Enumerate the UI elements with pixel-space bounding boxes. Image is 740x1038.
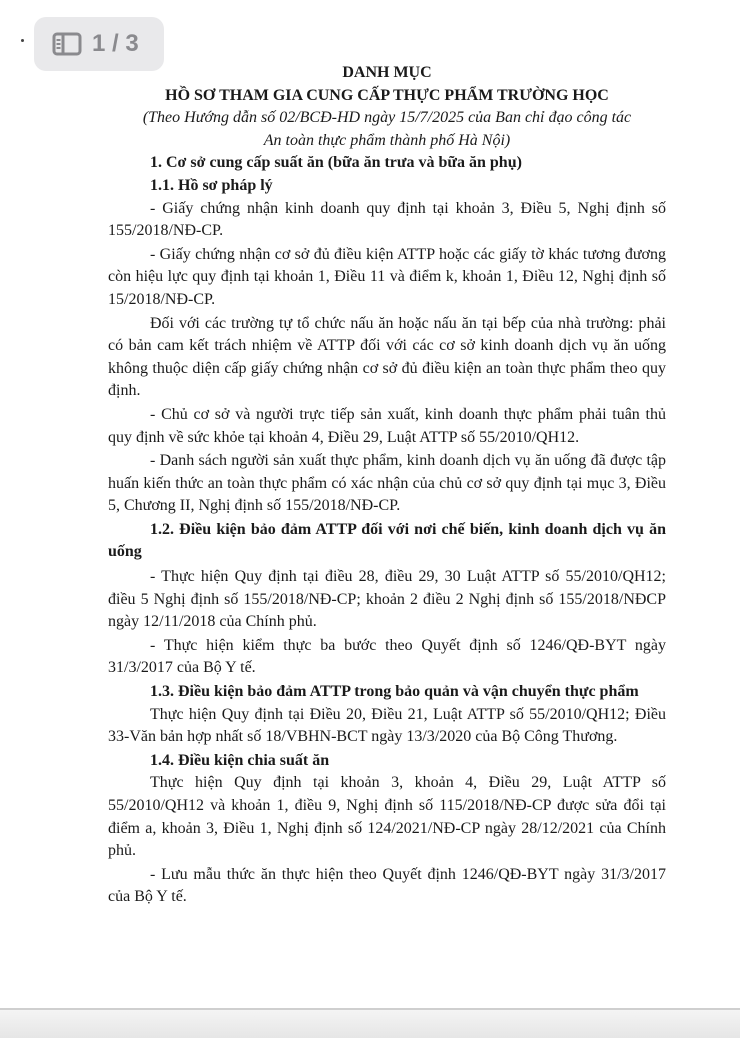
section-1-heading: 1. Cơ sở cung cấp suất ăn (bữa ăn trưa và bữa ăn phụ): [150, 154, 522, 172]
paragraph: Thực hiện Quy định tại khoản 3, khoản 4, Điều 29, Luật ATTP số 55/2010/QH12 và khoản 1, điều 9, Nghị định số 115/2018/NĐ-CP được sửa đổi tại điểm a, khoản 3, Điều 1, Nghị định số 124/2021/NĐ-CP ngày 28/12/2021 của Chính phủ.: [108, 774, 666, 860]
section-1-3-heading: 1.3. Điều kiện bảo đảm ATTP trong bảo quản và vận chuyển thực phẩm: [150, 683, 639, 701]
doc-title: DANH MỤC: [342, 64, 432, 81]
page-indicator: 1 / 3: [92, 30, 139, 57]
doc-title-main: HỒ SƠ THAM GIA CUNG CẤP THỰC PHẨM TRƯỜNG HỌC: [165, 86, 609, 104]
doc-subtitle-line1: (Theo Hướng dẫn số 02/BCĐ-HD ngày 15/7/2025 của Ban chỉ đạo công tác: [142, 109, 632, 127]
paragraph: - Chủ cơ sở và người trực tiếp sản xuất, kinh doanh thực phẩm phải tuân thủ quy định về sức khỏe tại khoản 4, Điều 29, Luật ATTP số 55/2010/QH12.: [108, 405, 666, 446]
section-1-1-heading: 1.1. Hồ sơ pháp lý: [150, 176, 273, 194]
page-gap: [0, 1010, 740, 1038]
paragraph: - Giấy chứng nhận cơ sở đủ điều kiện ATTP hoặc các giấy tờ khác tương đương còn hiệu lực quy định tại khoản 1, Điều 11 và điểm k, khoản 1, Điều 12, Nghị định số 15/2018/NĐ-CP.: [108, 245, 666, 308]
section-1-2-heading: 1.2. Điều kiện bảo đảm ATTP đối với nơi chế biến, kinh doanh dịch vụ ăn uống: [108, 520, 666, 561]
sidebar-icon[interactable]: [52, 32, 82, 56]
paragraph: Thực hiện Quy định tại Điều 20, Điều 21, Luật ATTP số 55/2010/QH12; Điều 33-Văn bản hợp nhất số 18/VBHN-BCT ngày 13/3/2020 của Bộ Công Thương.: [108, 705, 666, 746]
section-1-4-heading: 1.4. Điều kiện chia suất ăn: [150, 751, 330, 769]
paragraph: - Lưu mẫu thức ăn thực hiện theo Quyết định 1246/QĐ-BYT ngày 31/3/2017 của Bộ Y tế.: [108, 865, 666, 906]
paragraph: - Thực hiện Quy định tại điều 28, điều 29, 30 Luật ATTP số 55/2010/QH12; điều 5 Nghị định số 155/2018/NĐ-CP; khoản 2 điều 2 Nghị định số 155/2018/NĐCP ngày 12/11/2018 của Chính phủ.: [108, 568, 666, 631]
document-page: [108, 60, 666, 910]
margin-dot: [21, 39, 24, 42]
paragraph: - Danh sách người sản xuất thực phẩm, kinh doanh dịch vụ ăn uống đã được tập huấn kiến thức an toàn thực phẩm có xác nhận của chủ cơ sở quy định tại mục 3, Điều 5, Chương II, Nghị định số 155/2018/NĐ-CP.: [108, 452, 666, 515]
doc-subtitle-line2: An toàn thực phẩm thành phố Hà Nội): [263, 131, 511, 149]
paragraph: - Thực hiện kiểm thực ba bước theo Quyết định số 1246/QĐ-BYT ngày 31/3/2017 của Bộ Y tế.: [108, 636, 666, 677]
paragraph: Đối với các trường tự tổ chức nấu ăn hoặc nấu ăn tại bếp của nhà trường: phải có bản cam kết trách nhiệm về ATTP đối với các cơ sở kinh doanh dịch vụ ăn uống không thuộc diện cấp giấy chứng nhận cơ sở đủ điều kiện an toàn thực phẩm theo quy định.: [108, 314, 666, 400]
paragraph: - Giấy chứng nhận kinh doanh quy định tại khoản 3, Điều 5, Nghị định số 155/2018/NĐ-CP.: [108, 199, 666, 240]
